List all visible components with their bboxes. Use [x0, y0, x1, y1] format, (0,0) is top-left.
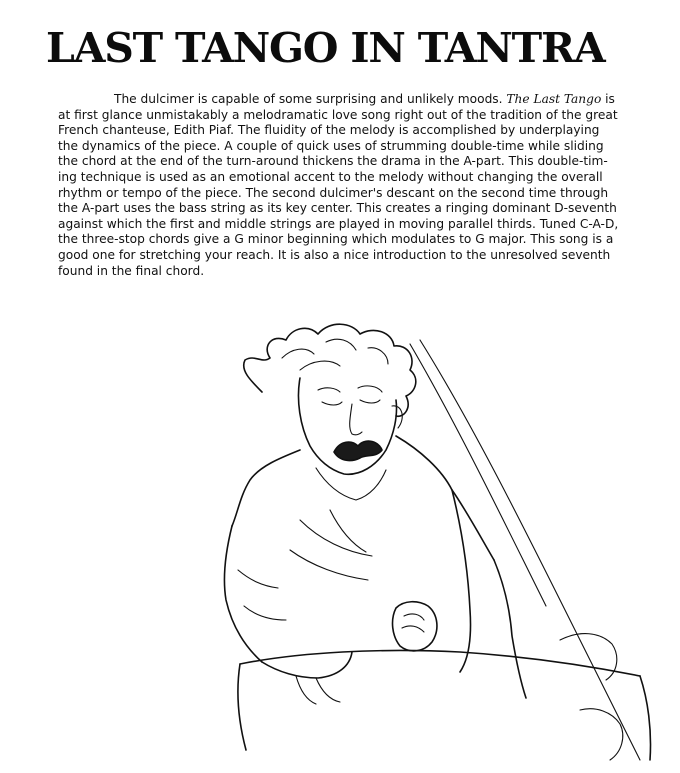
nose	[350, 404, 362, 435]
dulcimer-player-illustration	[0, 300, 680, 773]
paragraph-line: the dynamics of the piece. A couple of quick uses of strumming double-time while sliding	[58, 138, 604, 153]
body-paragraph	[58, 92, 648, 279]
arm-right	[494, 560, 526, 698]
hand-left-fingers	[296, 676, 340, 704]
arm-left	[224, 526, 262, 662]
line1-start: The dulcimer is capable of some surprising and unlikely moods.	[114, 92, 503, 106]
eye-right	[360, 400, 380, 403]
sleeve-left-fold	[238, 570, 286, 620]
paragraph-line: at first glance unmistakably a melodramatic love song right out of the tradition of the great	[58, 107, 618, 122]
paragraph-line: against which the first and middle strings are played in moving parallel thirds. Tuned C-A-D,	[58, 216, 619, 231]
hair-strands	[282, 339, 388, 370]
dulcimer-side	[238, 664, 651, 760]
hand-left	[262, 652, 352, 678]
eyebrow-left	[318, 388, 340, 392]
eyebrow-right	[358, 386, 382, 392]
bottom-hand-detail	[580, 709, 623, 760]
paragraph-line: the chord at the end of the turn-around thickens the drama in the A-part. This double-tim-	[58, 154, 608, 169]
shirt-folds	[290, 510, 372, 580]
paragraph-line: the three-stop chords give a G minor beginning which modulates to G major. This song is a	[58, 232, 614, 247]
paragraph-line	[58, 92, 648, 108]
hand-right-fingers	[402, 614, 424, 632]
paragraph-line: found in the final chord.	[58, 263, 205, 278]
paragraph-line: ing technique is used as an emotional accent to the melody without changing the overall	[58, 169, 603, 184]
shoulder-right	[396, 436, 494, 560]
shoulder-left	[232, 450, 300, 526]
page-title: LAST TANGO IN TANTRA	[46, 24, 605, 72]
dulcimer-top-edge	[240, 651, 640, 677]
mustache	[334, 441, 382, 460]
paragraph-line: good one for stretching your reach. It is also a nice introduction to the unresolved seventh	[58, 247, 611, 262]
paragraph-line: the A-part uses the bass string as its key center. This creates a ringing dominant D-seventh	[58, 201, 617, 216]
line1-end: is	[605, 92, 615, 106]
hair-outline	[244, 324, 416, 416]
eye-left	[322, 402, 342, 405]
paragraph-line: French chanteuse, Edith Piaf. The fluidity of the melody is accomplished by underplaying	[58, 123, 600, 138]
paragraph-line: rhythm or tempo of the piece. The second dulcimer's descant on the second time through	[58, 185, 609, 200]
torso-right	[452, 490, 471, 672]
collar	[316, 468, 386, 500]
song-title-reference: The Last Tango	[506, 92, 602, 106]
